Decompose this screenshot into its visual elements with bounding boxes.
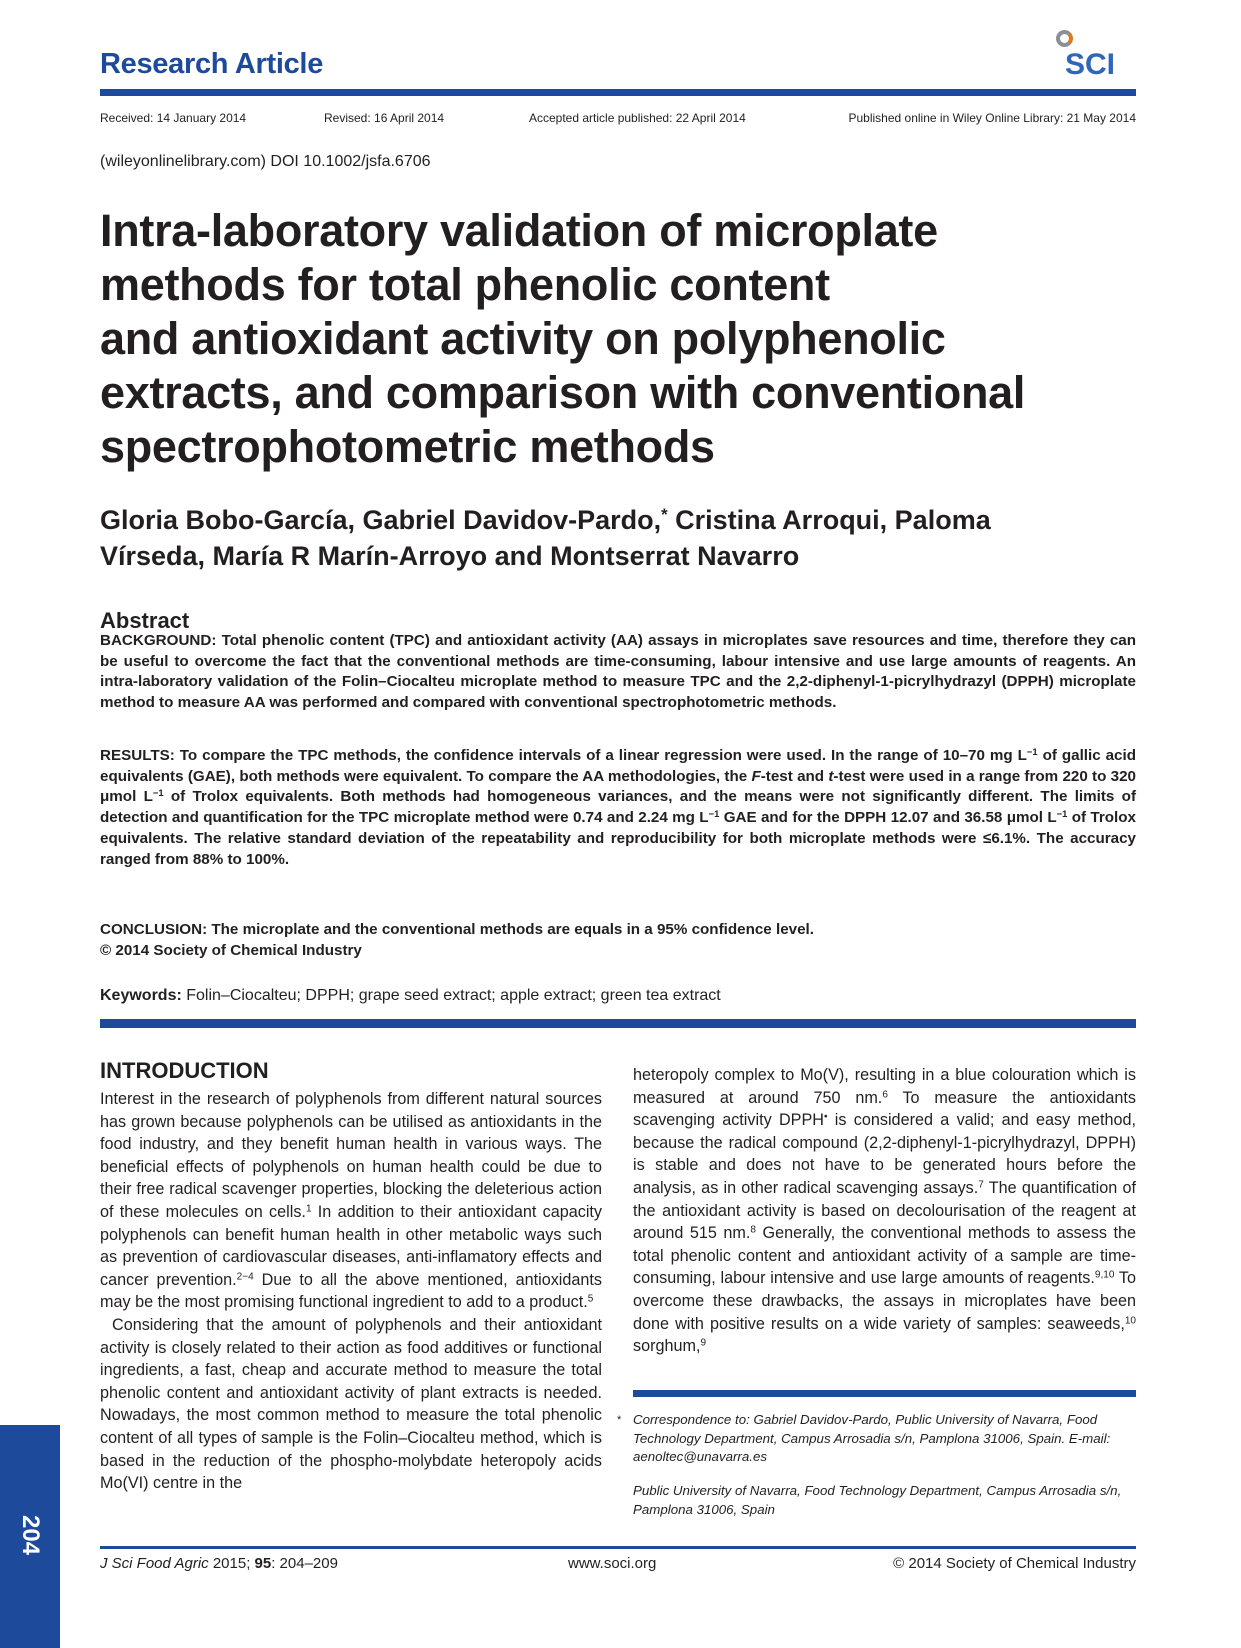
logo-ring-icon: [1056, 30, 1073, 47]
title-line: Intra-laboratory validation of microplate: [100, 205, 938, 256]
abstract-rule: [100, 1019, 1136, 1028]
corresponding-author-mark[interactable]: *: [661, 504, 668, 524]
received-date: Received: 14 January 2014: [100, 111, 247, 125]
journal-citation: J Sci Food Agric 2015; 95: 204–209: [100, 1555, 338, 1572]
page-number: 204: [17, 1514, 44, 1556]
title-line: methods for total phenolic content: [100, 259, 830, 310]
intro-right-column: [633, 1064, 1136, 1358]
abstract-conclusion: CONCLUSION: The microplate and the conventional methods are equals in a 95% confidence level. © 2014 Society of Chemical Industry: [100, 920, 1136, 961]
title-line: and antioxidant activity on polyphenolic: [100, 313, 946, 364]
header-rule: [100, 89, 1136, 96]
footnote-rule: [633, 1390, 1136, 1397]
abstract-background: BACKGROUND: Total phenolic content (TPC) and antioxidant activity (AA) assays in microplates save resources and time, therefore they can be useful to overcome the fact that the conventional methods are time-consuming, labour intensive and use large amounts of reagents. An intra-laboratory validation of the Folin–Ciocalteu microplate method to measure TPC and the 2,2-diphenyl-1-picrylhydrazyl (DPPH) microplate method to measure AA was performed and compared with conventional spectrophotometric methods.: [100, 632, 1136, 712]
affiliation-footnote: Public University of Navarra, Food Technology Department, Campus Arrosadia s/n, Pamplona 31006, Spain: [633, 1483, 1122, 1517]
keywords-label: Keywords:: [100, 987, 182, 1004]
authors-line-1: Gloria Bobo-García, Gabriel Davidov-Pardo,* Cristina Arroqui, Paloma: [100, 504, 991, 535]
intro-paragraph-2: Considering that the amount of polyphenols and their antioxidant activity is closely related to their action as food additives or functional ingredients, a fast, cheap and accurate method to measure the total phenolic content and antioxidant activity of plant extracts is needed. Nowadays, the most common method to measure the total phenolic content of all types of sample is the Folin–Ciocalteu method, which is based in the reduction of the phospho-molybdate heteropoly acids Mo(VI) centre in the: [100, 1315, 602, 1493]
abstract-results: RESULTS: To compare the TPC methods, the confidence intervals of a linear regression were used. In the range of 10–70 mg $L^{-1}$ of gallic acid equivalents (GAE), both methods were equivalent. To compare the AA methodologies, the F-test and t-test were used in a range from 220 to 320 μmol $L^{-1}$ of Trolox equivalents. Both methods had homogeneous variances, and the means were not significantly different. The limits of detection and quantification for the TPC microplate method were 0.74 and 2.24 mg $L^{-1}$ GAE and for the DPPH 12.07 and 36.58 μmol $L^{-1}$ of Trolox equivalents. The relative standard deviation of the repeatability and reproducibility for both microplate methods were ≤6.1%. The accuracy ranged from 88% to 100%.: [100, 745, 1136, 868]
logo-text: SCI: [1065, 48, 1116, 81]
sci-logo: [1053, 26, 1137, 86]
published-date: Published online in Wiley Online Library: 21 May 2014: [848, 111, 1136, 125]
intro-paragraph-3: heteropoly complex to Mo(V), resulting in a blue colouration which is measured at around 750 nm.$^6$ To measure the antioxidants scavenging activity DPPH• is considered a valid; and easy method, because the radical compound (2,2-diphenyl-1-picrylhydrazyl, DPPH) is stable and does not have to be generated hours before the analysis, as in other radical scavenging assays.$^7$ The quantification of the antioxidant activity is based on decolourisation of the reagent at around 515 nm.$^8$ Generally, the conventional methods to assess the total phenolic content and antioxidant activity of a sample are time-consuming, labour intensive and use large amounts of reagents.$^{9,10}$ To overcome these drawbacks, the assays in microplates have been done with positive results on a wide variety of samples: seaweeds,$^{10}$ sorghum,$^9$: [633, 1066, 1137, 1356]
title-line: spectrophotometric methods: [100, 421, 715, 472]
introduction-heading: INTRODUCTION: [100, 1058, 269, 1083]
doi[interactable]: (wileyonlinelibrary.com) DOI 10.1002/jsfa.6706: [100, 153, 431, 170]
article-title: [100, 204, 1140, 474]
intro-paragraph-1: Interest in the research of polyphenols from different natural sources has grown because polyphenols can be utilised as antioxidants in the food industry, and they benefit human health in various ways. The beneficial effects of polyphenols on human health could be due to their free radical scavenger properties, blocking the deleterious action of these molecules on cells.$^1$ In addition to their antioxidant capacity polyphenols can benefit human health in other metabolic ways such as prevention of cardiovascular diseases, anti-inflamatory effects and cancer prevention.$^{2-4}$ Due to all the above mentioned, antioxidants may be the most promising functional ingredient to add to a product.$^5$: [100, 1090, 603, 1312]
footer-copyright: © 2014 Society of Chemical Industry: [893, 1555, 1136, 1572]
journal-website[interactable]: www.soci.org: [568, 1555, 657, 1572]
correspondence-footnote: * Correspondence to: Gabriel Davidov-Pardo, Public University of Navarra, Food Technology Department, Campus Arrosadia s/n, Pamplona 31006, Spain. E-mail: aenoltec@unavarra.es: [617, 1412, 1111, 1464]
authors: [100, 502, 1140, 574]
page-number-tab: [0, 1425, 60, 1648]
authors-line-2: Vírseda, María R Marín-Arroyo and Montserrat Navarro: [100, 541, 800, 571]
title-line: extracts, and comparison with conventional: [100, 367, 1026, 418]
abstract-heading: Abstract: [100, 608, 190, 633]
footer-rule: [100, 1546, 1136, 1549]
accepted-date: Accepted article published: 22 April 2014: [529, 111, 746, 125]
abstract-copyright: © 2014 Society of Chemical Industry: [100, 941, 362, 959]
article-type-label: Research Article: [100, 48, 324, 80]
footnote-star: *: [617, 1414, 622, 1426]
intro-left-column: [100, 1088, 602, 1495]
revised-date: Revised: 16 April 2014: [324, 111, 445, 125]
keywords: Keywords: Folin–Ciocalteu; DPPH; grape seed extract; apple extract; green tea extract: [100, 987, 721, 1004]
